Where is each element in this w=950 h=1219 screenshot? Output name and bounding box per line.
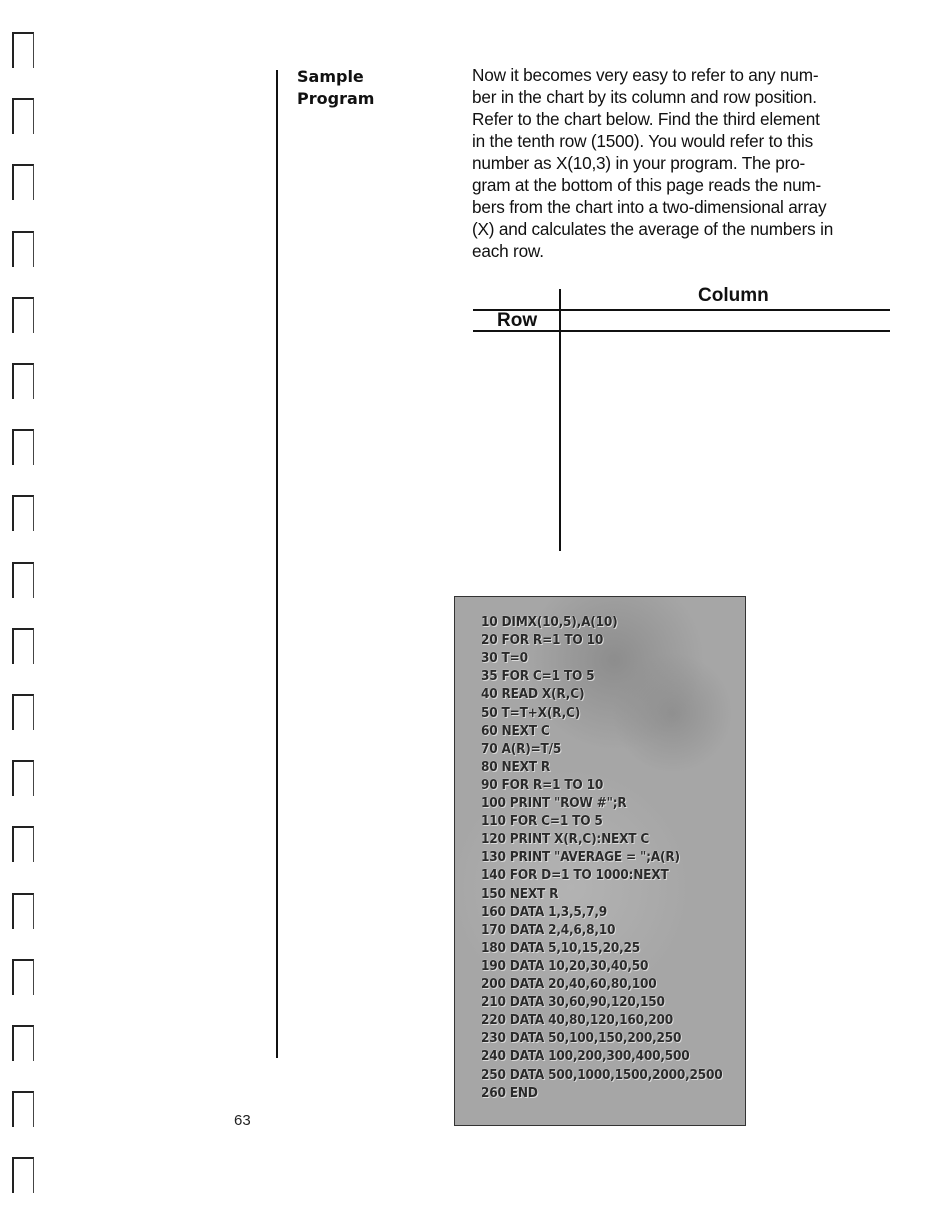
paragraph-line: gram at the bottom of this page reads the num- bbox=[472, 175, 822, 195]
binder-hole-mark bbox=[12, 1025, 34, 1061]
row-divider-rule bbox=[559, 289, 561, 551]
code-line: 10 DIMX(10,5),A(10) bbox=[481, 614, 618, 630]
binder-hole-mark bbox=[12, 297, 34, 333]
binder-hole-mark bbox=[12, 32, 34, 68]
code-line: 220 DATA 40,80,120,160,200 bbox=[481, 1012, 673, 1029]
binder-hole-mark bbox=[12, 628, 34, 664]
paragraph-line: each row. bbox=[472, 241, 544, 261]
binder-hole-mark bbox=[12, 231, 34, 267]
binder-hole-mark bbox=[12, 429, 34, 465]
binder-hole-mark bbox=[12, 495, 34, 531]
code-line: 20 FOR R=1 TO 10 bbox=[481, 632, 604, 649]
code-line: 30 T=0 bbox=[481, 650, 528, 667]
row-header: Row bbox=[497, 310, 538, 331]
heading-line: Sample bbox=[297, 67, 364, 86]
code-line: 210 DATA 30,60,90,120,150 bbox=[481, 994, 665, 1011]
paragraph-line: (X) and calculates the average of the numbers in bbox=[472, 219, 834, 239]
section-heading bbox=[297, 66, 374, 110]
code-line: 170 DATA 2,4,6,8,10 bbox=[481, 921, 616, 938]
binder-hole-mark bbox=[12, 562, 34, 598]
code-line: 120 PRINT X(R,C):NEXT C bbox=[481, 831, 650, 848]
binder-hole-mark bbox=[12, 826, 34, 862]
code-line: 70 A(R)=T/5 bbox=[481, 740, 562, 757]
binder-hole-mark bbox=[12, 893, 34, 929]
binder-hole-mark bbox=[12, 1157, 34, 1193]
paragraph-line: number as X(10,3) in your program. The pro- bbox=[472, 153, 806, 173]
paragraph-line: bers from the chart into a two-dimensional array bbox=[472, 197, 827, 217]
code-line: 130 PRINT "AVERAGE = ";A(R) bbox=[481, 849, 680, 866]
code-line: 60 NEXT C bbox=[481, 722, 550, 739]
binder-hole-mark bbox=[12, 164, 34, 200]
program-listing bbox=[454, 596, 746, 1126]
page-number: 63 bbox=[234, 1112, 251, 1129]
binder-hole-mark bbox=[12, 363, 34, 399]
paragraph-line: Refer to the chart below. Find the third element bbox=[472, 109, 820, 129]
body-paragraph bbox=[472, 64, 892, 262]
column-header: Column bbox=[698, 285, 769, 306]
binder-hole-mark bbox=[12, 760, 34, 796]
code-line: 230 DATA 50,100,150,200,250 bbox=[481, 1030, 682, 1047]
code-line: 140 FOR D=1 TO 1000:NEXT bbox=[481, 867, 669, 884]
code-line: 80 NEXT R bbox=[481, 758, 551, 775]
code-line: 260 END bbox=[481, 1084, 538, 1101]
binder-hole-mark bbox=[12, 694, 34, 730]
code-line: 50 T=T+X(R,C) bbox=[481, 704, 581, 721]
code-line: 160 DATA 1,3,5,7,9 bbox=[481, 903, 607, 920]
code-line: 250 DATA 500,1000,1500,2000,2500 bbox=[481, 1066, 723, 1083]
paragraph-line: in the tenth row (1500). You would refer to this bbox=[472, 131, 814, 151]
margin-rule bbox=[276, 70, 278, 1058]
heading-line: Program bbox=[297, 89, 375, 108]
code-line: 240 DATA 100,200,300,400,500 bbox=[481, 1048, 690, 1065]
code-line: 100 PRINT "ROW #";R bbox=[481, 795, 627, 811]
binder-hole-mark bbox=[12, 98, 34, 134]
code-line: 180 DATA 5,10,15,20,25 bbox=[481, 939, 640, 956]
code-line: 90 FOR R=1 TO 10 bbox=[481, 776, 604, 793]
paragraph-line: ber in the chart by its column and row position. bbox=[472, 87, 817, 107]
code-line: 190 DATA 10,20,30,40,50 bbox=[481, 957, 649, 974]
code-line: 40 READ X(R,C) bbox=[481, 686, 585, 703]
code-line: 200 DATA 20,40,60,80,100 bbox=[481, 976, 657, 992]
code-line: 110 FOR C=1 TO 5 bbox=[481, 813, 603, 830]
binder-hole-mark bbox=[12, 1091, 34, 1127]
code-line: 150 NEXT R bbox=[481, 885, 559, 902]
paragraph-line: Now it becomes very easy to refer to any num- bbox=[472, 65, 819, 85]
binder-hole-mark bbox=[12, 959, 34, 995]
code-line: 35 FOR C=1 TO 5 bbox=[481, 668, 595, 685]
